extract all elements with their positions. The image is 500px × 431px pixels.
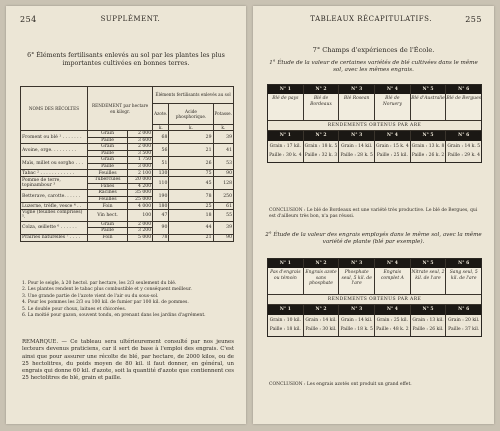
harvest-yield: 2 100 <box>128 170 153 177</box>
yield-cell <box>411 141 447 162</box>
yield-cell <box>304 141 340 162</box>
harvest-part: Grain <box>88 221 128 228</box>
fertilizer-label: Engrais azote sans phosphate <box>304 268 340 294</box>
harvest-part: Feuilles <box>88 196 128 203</box>
straw-yield: Paille : 18 k. 5 <box>340 327 373 333</box>
grain-yield: Grain : 14 kil. <box>341 317 373 323</box>
harvest-yield: 3 500 <box>128 150 153 157</box>
yield-cell <box>339 315 375 336</box>
section-title-6: 6° Éléments fertilisants enlevés au sol par les plantes les plus importantes cultivées en bonnes terres. <box>27 52 225 67</box>
plant-name: Prairies naturelles ⁷ . . . . <box>21 234 88 241</box>
study-2-title: 2° Étude de la valeur des engrais employés dans le même sol, avec la même variété de plante (blé par exemple). <box>265 232 482 245</box>
conclusion-2: CONCLUSION : Les engrais azotés ont produit un grand effet. <box>269 382 412 387</box>
plot-number: N° 3 <box>339 259 375 268</box>
plot-number: N° 2 <box>304 259 340 268</box>
plot-number: N° 6 <box>446 305 481 314</box>
plot-number: N° 5 <box>411 85 447 94</box>
straw-yield: Paille : 26 kil. <box>412 327 444 333</box>
acide-value: 75 <box>169 170 213 177</box>
variety-label: Blé de Bordeaux <box>304 94 340 120</box>
azote-value: 51 <box>153 157 169 170</box>
footnote: 4. Pour les pommes les 2/3 ou 100 kil. de fumier par 100 kil. de pommes. <box>22 300 189 306</box>
plant-name: Luzerne, trèfle, vesce ⁴ . . <box>21 203 88 210</box>
yield-cell <box>268 315 304 336</box>
plot-number: N° 1 <box>268 85 304 94</box>
straw-yield: Paille : 28 k. 5 <box>340 153 373 159</box>
grain-yield: Grain : 17 kil. <box>269 143 301 149</box>
harvest-part: Foin <box>88 234 128 241</box>
study-1-title: 1° Étude de la valeur de certaines variétés de blé cultivées dans le même sol, avec les mêmes engrais. <box>269 60 478 73</box>
footnote: 5. Le double pour choux, laitues et chicorées. <box>22 306 127 312</box>
plot-number: N° 1 <box>268 259 304 268</box>
fertilizer-label: Nitrate seul, 2 kil. de l'are <box>411 268 447 294</box>
acide-value: 21 <box>169 234 213 241</box>
grain-yield: Grain : 14 k. 5 <box>447 143 481 149</box>
variety-label: Blé de Bergues <box>446 96 482 102</box>
harvest-part: Vin hect. <box>88 210 128 221</box>
plant-name: Tabac ² . . . . . . . . . . . . <box>21 170 88 177</box>
col-header-azote: Azote. <box>153 104 169 125</box>
left-page <box>6 6 246 424</box>
harvest-part: Paille <box>88 150 128 157</box>
plant-name: Pomme de terre, topinambour ³ <box>21 177 88 190</box>
harvest-part: Grain <box>88 157 128 164</box>
straw-yield: Paille : 30 k. 4 <box>269 153 302 159</box>
fertilizer-label: Engrais complet A <box>375 268 411 294</box>
harvest-yield: 2 000 <box>128 131 153 138</box>
plot-number: N° 4 <box>375 85 411 94</box>
potasse-value: 61 <box>213 203 234 210</box>
straw-yield: Paille : 25 kil. <box>376 153 408 159</box>
plot-number: N° 1 <box>268 305 304 314</box>
yield-cell <box>411 315 447 336</box>
harvest-part: Paille <box>88 163 128 170</box>
azote-value: 110 <box>153 177 169 190</box>
right-page <box>253 6 494 424</box>
azote-value: 47 <box>153 210 169 221</box>
potasse-value: 41 <box>213 144 234 157</box>
harvest-part: Paille <box>88 228 128 235</box>
page-number-right: 255 <box>465 15 482 24</box>
grain-yield: Grain : 25 kil. <box>376 317 409 323</box>
table-row <box>21 210 234 221</box>
acide-value: 25 <box>169 203 213 210</box>
yield-cell <box>446 315 481 336</box>
grain-yield: Grain : 13 k. 8 <box>411 143 445 149</box>
col-header-potasse: Potasse. <box>213 104 234 125</box>
plot-number: N° 3 <box>339 131 375 140</box>
variety-label: Blé de pays <box>268 94 304 120</box>
potasse-value: 128 <box>213 177 234 190</box>
azote-value: 90 <box>153 221 169 234</box>
plant-name: Vigne (feuilles comprises) ⁵. <box>21 210 88 221</box>
experiment-grid-varieties <box>267 84 482 163</box>
plant-name: Avoine, orge. . . . . . . . . <box>21 144 88 157</box>
plot-number: N° 5 <box>411 259 447 268</box>
variety-label: Blé d'Australie <box>411 94 447 120</box>
footnotes <box>22 281 234 319</box>
variety-label: Blé de Noruery <box>375 94 411 120</box>
straw-yield: Paille : 32 k. 3 <box>304 153 338 159</box>
acide-value: 29 <box>169 131 213 144</box>
harvest-yield: 25 000 <box>128 196 153 203</box>
conclusion-1: CONCLUSION : Le blé de Bordeaux est une variété très productive. Le blé de Bergues, qui est d'ailleurs très bon, n'a pas réussi. <box>269 208 478 219</box>
rendements-label: RENDEMENTS OBTENUS PAR ARE <box>268 294 481 305</box>
harvest-yield: 35 000 <box>128 190 153 197</box>
azote-value: 180 <box>153 203 169 210</box>
yield-cell <box>375 315 411 336</box>
unit-k: k. <box>213 125 234 131</box>
plant-name: Maïs, millet ou sorgho . . . <box>21 157 88 170</box>
page-number-left: 254 <box>20 15 37 24</box>
potasse-value: 90 <box>213 234 234 241</box>
fertilizer-label: Phosphate seul, 5 kil. de l'are <box>339 268 375 294</box>
azote-value: 68 <box>153 131 169 144</box>
yield-cell <box>375 141 411 162</box>
yield-cell <box>339 141 375 162</box>
grain-yield: Grain : 14 kil. <box>341 143 373 149</box>
straw-yield: Paille : 48 k. 2 <box>376 327 409 333</box>
harvest-yield: 3 600 <box>128 137 153 144</box>
harvest-yield: 1 750 <box>128 157 153 164</box>
azote-value: 190 <box>153 190 169 203</box>
harvest-yield: 100 <box>128 210 153 221</box>
straw-yield: Paille : 18 kil. <box>269 327 301 333</box>
plot-number: N° 1 <box>268 131 304 140</box>
plot-number: N° 6 <box>446 259 481 268</box>
grain-yield: Grain : 14 kil. <box>305 317 337 323</box>
plot-number: N° 3 <box>339 85 375 94</box>
harvest-part: Grain <box>88 131 128 138</box>
col-header-harvest: RENDEMENT par hectare en kilogr. <box>88 87 153 131</box>
azote-value: 78 <box>153 234 169 241</box>
azote-value: 130 <box>153 170 169 177</box>
potasse-value: 53 <box>213 157 234 170</box>
harvest-part: Racines <box>88 190 128 197</box>
harvest-part: Foin <box>88 203 128 210</box>
left-page-header <box>20 15 234 24</box>
plot-number: N° 4 <box>375 131 411 140</box>
potasse-value: 250 <box>213 190 234 203</box>
unit-k: k. <box>153 125 169 131</box>
grain-yield: Grain : 20 kil. <box>448 317 480 323</box>
straw-yield: Paille : 37 kil. <box>448 327 480 333</box>
plot-number: N° 4 <box>375 305 411 314</box>
plant-name: Colza, œillette ⁶ . . . . . . <box>21 221 88 234</box>
footnote: 3. Une grande partie de l'azote vient de l'air ou du sous-sol. <box>22 293 159 299</box>
harvest-yield: 2 000 <box>128 144 153 151</box>
straw-yield: Paille : 26 k. 2 <box>411 153 445 159</box>
grain-yield: Grain : 13 kil. <box>412 317 444 323</box>
section-title-7: 7° Champs d'expériences de l'École. <box>312 46 435 54</box>
plot-number: N° 5 <box>411 305 447 314</box>
footnote: 1. Pour le seigle, à 20 hectol. par hectare, les 2/3 seulement du blé. <box>22 281 177 286</box>
acide-value: 26 <box>169 157 213 170</box>
harvest-yield: 3 200 <box>128 228 153 235</box>
straw-yield: Paille : 30 kil. <box>305 327 337 333</box>
straw-yield: Paille : 29 k. 4 <box>447 153 480 159</box>
harvest-yield: 3 000 <box>128 163 153 170</box>
table-row <box>21 170 234 177</box>
plot-number: N° 6 <box>446 131 481 140</box>
plot-number: N° 2 <box>304 131 340 140</box>
variety-label: Blé Rosean <box>339 94 375 120</box>
harvest-yield: 2 000 <box>128 221 153 228</box>
harvest-part: Grain <box>88 144 128 151</box>
potasse-value: 90 <box>213 170 234 177</box>
potasse-value: 39 <box>213 131 234 144</box>
plant-name: Froment ou blé ¹ . . . . . . . <box>21 131 88 144</box>
plot-number: N° 2 <box>304 85 340 94</box>
harvest-yield: 4 200 <box>128 183 153 190</box>
col-header-acide: Acide phosphorique. <box>169 104 213 125</box>
plot-number: N° 4 <box>375 259 411 268</box>
plot-number: N° 3 <box>339 305 375 314</box>
grain-yield: Grain : 18 k. 5 <box>304 143 338 149</box>
col-header-plants: NOMS DES RÉCOLTES <box>21 87 88 131</box>
yield-cell <box>268 141 304 162</box>
experiment-grid-fertilizers <box>267 258 482 337</box>
fertilizer-label: Sang seul, 5 kil. de l'are <box>449 270 478 281</box>
harvest-part: Tubercules <box>88 177 128 184</box>
acide-value: 45 <box>169 177 213 190</box>
table-row <box>21 234 234 241</box>
yield-cell <box>304 315 340 336</box>
plot-number: N° 6 <box>446 85 481 94</box>
potasse-value: 39 <box>213 221 234 234</box>
harvest-part: Paille <box>88 137 128 144</box>
harvest-part: Fanes <box>88 183 128 190</box>
rendements-label: RENDEMENTS OBTENUS PAR ARE <box>268 120 481 131</box>
yield-cell <box>446 141 481 162</box>
grain-yield: Grain : 10 kil. <box>269 317 301 323</box>
grain-yield: Grain : 15 k. 4 <box>375 143 409 149</box>
acide-value: 78 <box>169 190 213 203</box>
col-header-elements: Éléments fertilisants enlevés au sol <box>153 87 234 104</box>
plant-name: Betterave, carotte. . . . . . <box>21 190 88 203</box>
potasse-value: 55 <box>213 210 234 221</box>
plot-number: N° 2 <box>304 305 340 314</box>
plot-number: N° 5 <box>411 131 447 140</box>
remark-paragraph: REMARQUE. — Ce tableau sera ultérieurement consulté par nos jeunes lecteurs devenus praticiens, car il sert de base à l'emploi des engrais. C'est ainsi que pour assurer une récolte de blé, par hectare, de 2000 kilos, ou de 25 hectolitres, du poids moyen de 80 kil. il faut donner, en général, un engrais qui donne 60 kil. d'azote, soit la quantité d'azote que contiennent ces 25 hectolitres de blé, grain et paille. <box>22 339 234 382</box>
acide-value: 18 <box>169 210 213 221</box>
unit-k: k. <box>169 125 213 131</box>
harvest-yield: 20 000 <box>128 177 153 184</box>
harvest-part: Feuilles <box>88 170 128 177</box>
harvest-yield: 5 000 <box>128 234 153 241</box>
fertilizer-label: Pas d'engrais ou témoin <box>268 268 304 294</box>
running-head-right: TABLEAUX RÉCAPITULATIFS. <box>310 15 432 23</box>
acide-value: 44 <box>169 221 213 234</box>
footnote: 2. Les plantes rendent le tabac plus combustible et y conséquent meilleur. <box>22 287 192 293</box>
table-row <box>21 203 234 210</box>
footnote: 6. La moitié pour gazon, souvent tondu, en prenant dans les jardins d'agrément. <box>22 313 206 319</box>
harvest-yield: 4 000 <box>128 203 153 210</box>
acide-value: 21 <box>169 144 213 157</box>
running-head-left: SUPPLÉMENT. <box>100 15 161 23</box>
right-page-header <box>267 15 482 24</box>
azote-value: 56 <box>153 144 169 157</box>
fertilizer-table <box>20 86 234 242</box>
